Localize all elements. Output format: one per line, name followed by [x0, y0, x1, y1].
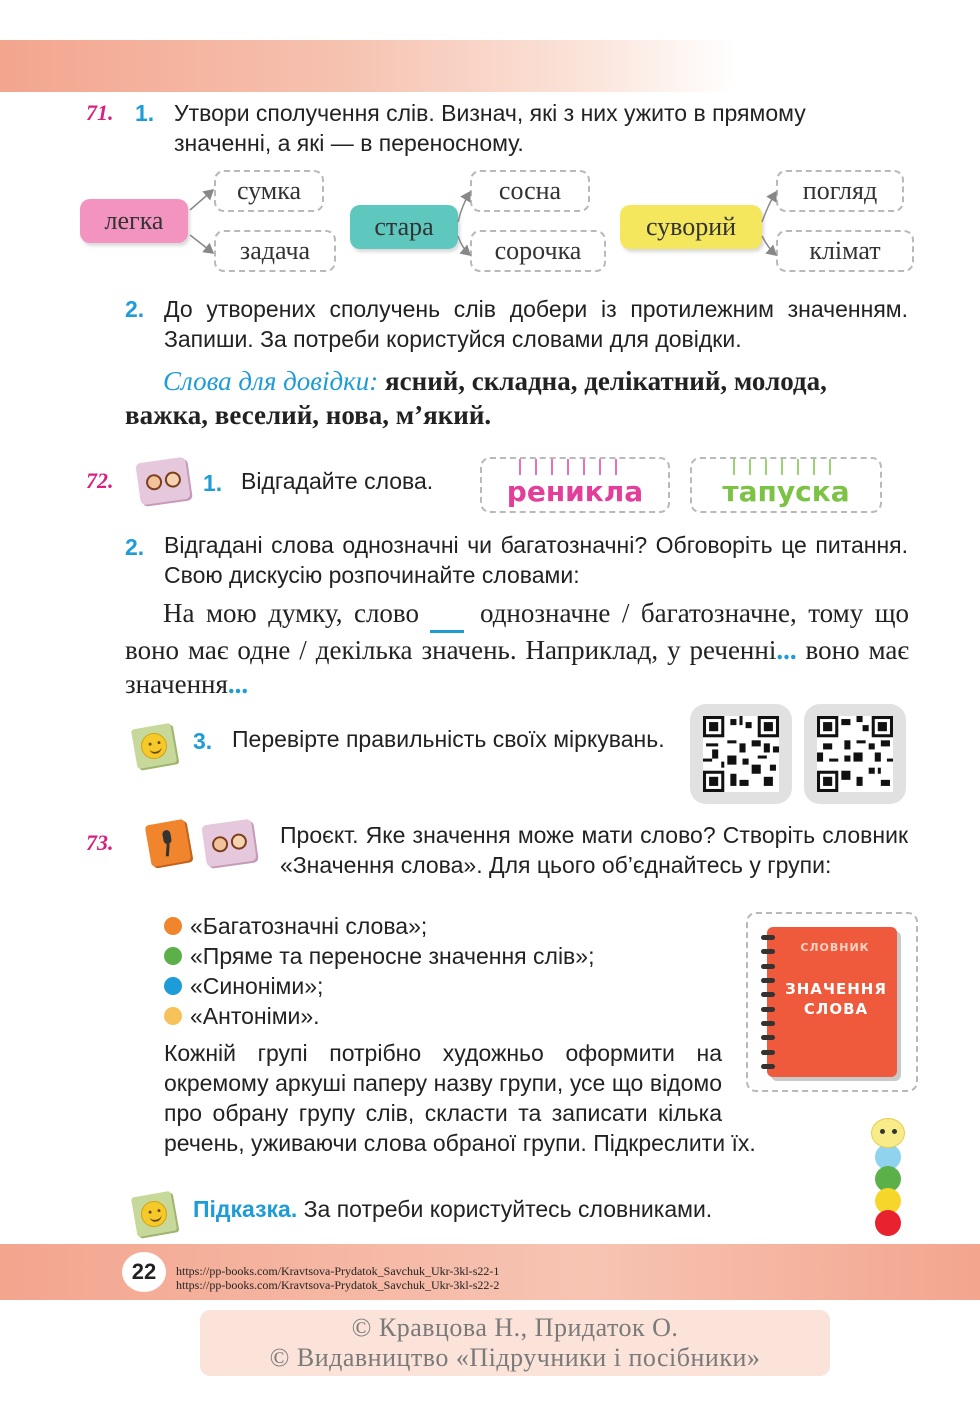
pair-work-icon: [135, 457, 190, 506]
check-sticker-icon: [131, 723, 177, 769]
group-list: [164, 911, 594, 1031]
pair-work-icon: [201, 819, 256, 868]
microphone-icon: [145, 819, 192, 867]
list-item: «Синоніми»;: [164, 971, 594, 1001]
exercise-number: 71.: [86, 100, 114, 125]
puzzle-card: [480, 457, 670, 513]
instruction-text: Перевірте правильність своїх міркувань.: [232, 726, 665, 752]
link-url[interactable]: https://pp-books.com/Kravtsova-Prydatok_Savchuk_Ukr-3kl-s22-2: [176, 1278, 500, 1292]
hint-label: Підказка.: [193, 1196, 298, 1222]
qr-code[interactable]: [804, 704, 906, 804]
hint: Підказка. За потреби користуйтесь словниками.: [193, 1196, 713, 1222]
word-box: клімат: [776, 230, 914, 272]
bullet-dot: [164, 1007, 182, 1025]
page-number: 22: [122, 1252, 166, 1292]
copyright-publisher: © Видавництво «Підручники і посібники»: [269, 1343, 761, 1372]
bullet-dot: [164, 947, 182, 965]
mascot-head: [871, 1118, 905, 1148]
instruction-text: Відгадані слова однозначні чи багатозначні? Обговоріть це питання. Свою дискусію розпочинайте словами:: [164, 532, 908, 588]
reference-label: Слова для довідки:: [163, 366, 379, 396]
instruction-text: Утвори сполучення слів. Визнач, які з них ужито в прямому значенні, а які — в переносному.: [174, 100, 806, 156]
list-item: «Пряме та переносне значення слів»;: [164, 941, 594, 971]
copyright-box: [200, 1310, 830, 1376]
puzzle-word: тапуска: [722, 474, 850, 508]
qr-pattern: [703, 716, 779, 792]
step-number: 1.: [135, 100, 155, 126]
step-number: 2.: [125, 534, 145, 560]
qr-code[interactable]: [690, 704, 792, 804]
list-item: «Антоніми».: [164, 1001, 594, 1031]
adjective-chip: легка: [80, 199, 188, 243]
book-title: ЗНАЧЕННЯ СЛОВА: [785, 980, 887, 1018]
adjective-chip: суворий: [620, 205, 762, 249]
step-number: 2.: [125, 296, 145, 322]
instruction-text: До утворених сполучень слів добери із протилежним значенням. Запиши. За потреби користуйся словами для довідки.: [164, 296, 908, 352]
hint-sticker-icon: [131, 1191, 177, 1237]
book-label: СЛОВНИК: [800, 941, 870, 954]
reference-words: [125, 364, 909, 432]
exercise-number: 72.: [86, 468, 114, 493]
discussion-starter: На мою думку, слово однозначне / багатозначне, тому що воно має одне / декілька значень. Наприклад, у реченні... воно має значення...: [125, 598, 909, 699]
bullet-dot: [164, 977, 182, 995]
reference-list: ясний, складна, делікатний, молода, важка, веселий, нова, м’який.: [125, 366, 827, 430]
step-number: 1.: [203, 470, 223, 496]
link-url[interactable]: https://pp-books.com/Kravtsova-Prydatok_Savchuk_Ukr-3kl-s22-1: [176, 1264, 500, 1278]
word-box: сорочка: [470, 230, 606, 272]
caterpillar-mascot: [870, 1118, 906, 1236]
microphone-glyph: [153, 826, 184, 860]
word-box: задача: [214, 230, 336, 272]
blank-line: [430, 596, 464, 633]
hanging-strings: [512, 459, 642, 479]
word-box: сосна: [470, 170, 590, 212]
connector-arrows: [0, 0, 980, 300]
word-box: сумка: [214, 170, 324, 212]
step-number: 3.: [193, 728, 213, 754]
instruction-text: Відгадайте слова.: [241, 468, 434, 494]
puzzle-card: [690, 457, 882, 513]
list-item: «Багатозначні слова»;: [164, 911, 594, 941]
qr-pattern: [817, 716, 893, 792]
puzzle-word: реникла: [506, 474, 644, 508]
exercise-number: 73.: [86, 830, 114, 855]
copyright-authors: © Кравцова Н., Придаток О.: [351, 1313, 679, 1342]
project-intro: Проєкт. Яке значення може мати слово? Створіть словник «Значення слова». Для цього об’єднайтесь у групи:: [280, 822, 908, 878]
bullet-dot: [164, 917, 182, 935]
word-box: погляд: [776, 170, 904, 212]
adjective-chip: стара: [350, 205, 458, 249]
hanging-strings: [726, 459, 856, 479]
project-task: Кожній групі потрібно художньо оформити на окремому аркуші паперу назву групи, усе що відомо про обрану групу слів, скласти та записати кілька речень, уживаючи слова обраної групи. Підкреслити їх.: [164, 1040, 756, 1156]
